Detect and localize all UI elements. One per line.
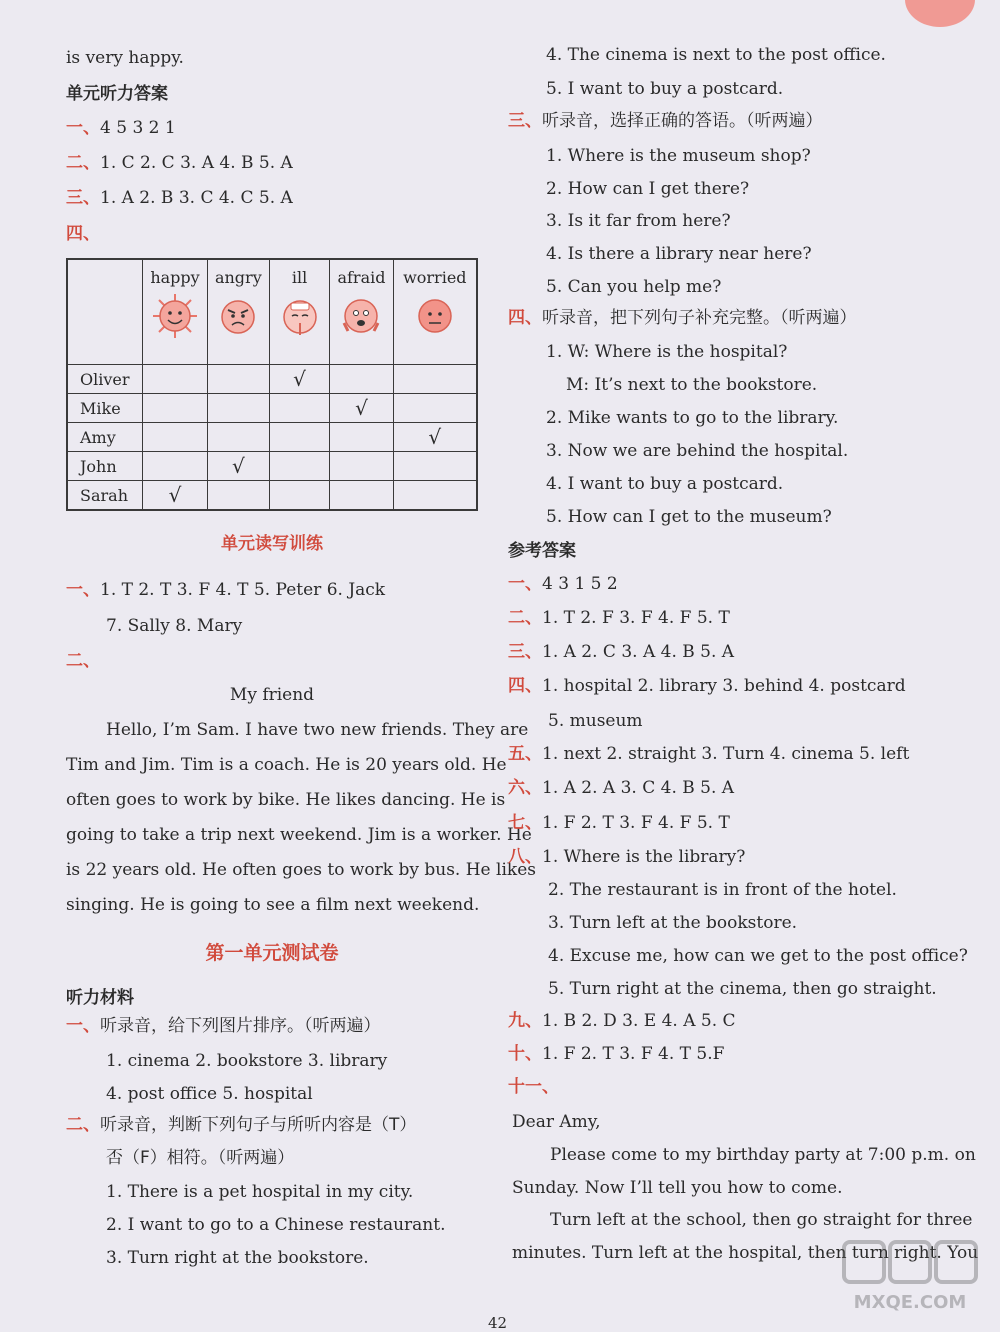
letter-line: Please come to my birthday party at 7:00 p.m. on [550, 1145, 976, 1165]
question-2: 二、听录音，判断下列句子与所听内容是（T） [66, 1115, 417, 1135]
answer-text: 1. T 2. F 3. F 4. F 5. T [542, 608, 730, 628]
letter-line: Turn left at the school, then go straight for three [550, 1210, 973, 1230]
page-number: 42 [488, 1314, 508, 1332]
right-item: 5. I want to buy a postcard. [546, 79, 784, 99]
table-row: Sarah √ [67, 481, 477, 511]
reading-answer-row-1: 一、1. T 2. T 3. F 4. T 5. Peter 6. Jack [66, 580, 386, 600]
ill-face-icon [277, 293, 323, 339]
answer-number: 二、 [508, 608, 542, 628]
answer-row-2: 二、1. C 2. C 3. A 4. B 5. A [66, 153, 293, 173]
table-row: Mike √ [67, 394, 477, 423]
reference-answer-row [548, 946, 968, 966]
header-happy: happy [143, 259, 208, 365]
question-2-item: 3. Turn right at the bookstore. [106, 1248, 369, 1268]
unit-test-title: 第一单元测试卷 [205, 942, 339, 964]
answer-row-3: 三、1. A 2. B 3. C 4. C 5. A [66, 188, 293, 208]
reference-answer-row [548, 913, 797, 933]
answer-number: 七、 [508, 813, 542, 833]
question-4: 四、听录音，把下列句子补充完整。（听两遍） [508, 308, 857, 328]
reference-answer-row [508, 847, 745, 867]
question-4-item: M: It’s next to the bookstore. [566, 375, 818, 395]
header-ill: ill [269, 259, 330, 365]
reference-answer-heading: 参考答案 [508, 541, 576, 561]
answer-text: 1. F 2. T 3. F 4. T 5.F [542, 1044, 725, 1064]
reference-answer-row [508, 676, 906, 696]
answer-text: 1. A 2. C 3. A 4. B 5. A [542, 642, 735, 662]
question-1-items-b: 4. post office 5. hospital [106, 1084, 313, 1104]
question-3-item: 4. Is there a library near here? [546, 244, 812, 264]
reference-answer-row [508, 778, 734, 798]
reference-answer-row [548, 880, 897, 900]
answer-number: 五、 [508, 744, 542, 764]
corner-decoration [905, 0, 975, 27]
question-2-item: 1. There is a pet hospital in my city. [106, 1182, 414, 1202]
answer-row-1: 一、4 5 3 2 1 [66, 118, 176, 138]
question-3-item: 1. Where is the museum shop? [546, 146, 811, 166]
essay-line: singing. He is going to see a film next weekend. [66, 895, 480, 915]
answer-text: 1. A 2. A 3. C 4. B 5. A [542, 778, 735, 798]
answer-number: 一、 [508, 574, 542, 594]
right-item: 4. The cinema is next to the post office. [546, 45, 886, 65]
reading-answer-row-2: 7. Sally 8. Mary [106, 616, 243, 636]
answer-number: 三、 [508, 642, 542, 662]
letter-line: minutes. Turn left at the hospital, then turn right. You [512, 1243, 979, 1263]
answer-text: 1. B 2. D 3. E 4. A 5. C [542, 1011, 736, 1031]
reading-section-title: 单元读写训练 [221, 534, 323, 554]
reference-answer-row [548, 711, 643, 731]
letter-line: Sunday. Now I’ll tell you how to come. [512, 1178, 843, 1198]
answer-text: 1. F 2. T 3. F 4. F 5. T [542, 813, 730, 833]
reference-answer-row [508, 642, 734, 662]
answer-number: 九、 [508, 1011, 542, 1031]
question-4-item: 1. W: Where is the hospital? [546, 342, 788, 362]
table-row: Oliver √ [67, 365, 477, 394]
answer-text: 3. Turn left at the bookstore. [548, 913, 798, 933]
essay-line: Tim and Jim. Tim is a coach. He is 20 years old. He [66, 755, 507, 775]
question-1: 一、听录音，给下列图片排序。（听两遍） [66, 1016, 381, 1036]
answer-text: 1. next 2. straight 3. Turn 4. cinema 5. left [542, 744, 910, 764]
watermark-logo [840, 1238, 980, 1316]
answer-number: 十、 [508, 1044, 542, 1064]
header-worried: worried [393, 259, 477, 365]
afraid-face-icon [338, 293, 384, 339]
feelings-table [66, 258, 478, 511]
answer-number: 四、 [508, 676, 542, 696]
answer-row-4: 四、 [66, 224, 100, 244]
question-3-item: 2. How can I get there? [546, 179, 750, 199]
happy-face-icon [152, 293, 198, 339]
question-2-item: 2. I want to go to a Chinese restaurant. [106, 1215, 446, 1235]
essay-line: is 22 years old. He often goes to work by bus. He likes [66, 860, 536, 880]
reading-answer-row-3: 二、 [66, 651, 100, 671]
reference-answer-row [508, 1044, 724, 1064]
question-2-cont: 否（F）相符。（听两遍） [106, 1148, 295, 1168]
reference-answer-row [508, 813, 730, 833]
answer-text: 5. museum [548, 711, 643, 731]
reference-answer-row [508, 1011, 736, 1031]
essay-line: going to take a trip next weekend. Jim is a worker. He [66, 825, 532, 845]
table-row: Amy √ [67, 423, 477, 452]
worried-face-icon [412, 293, 458, 339]
answer-text: 5. Turn right at the cinema, then go straight. [548, 979, 937, 999]
reference-answer-row [508, 574, 618, 594]
answer-number: 十一、 [508, 1077, 559, 1097]
left-line-1: is very happy. [66, 48, 184, 68]
header-angry: angry [208, 259, 270, 365]
header-afraid: afraid [330, 259, 393, 365]
question-1-items-a: 1. cinema 2. bookstore 3. library [106, 1051, 388, 1071]
reference-answer-row [508, 608, 730, 628]
listening-answer-heading: 单元听力答案 [66, 84, 168, 104]
table-corner [67, 259, 143, 365]
answer-text: 4. Excuse me, how can we get to the post office? [548, 946, 968, 966]
question-4-item: 3. Now we are behind the hospital. [546, 441, 849, 461]
reference-answer-row [508, 1077, 559, 1097]
essay-line: Hello, I’m Sam. I have two new friends. They are [106, 720, 529, 740]
answer-text: 1. hospital 2. library 3. behind 4. postcard [542, 676, 906, 696]
answer-text: 2. The restaurant is in front of the hotel. [548, 880, 897, 900]
question-3-item: 5. Can you help me? [546, 277, 722, 297]
essay-line: often goes to work by bike. He likes dancing. He is [66, 790, 506, 810]
reference-answer-row [508, 744, 909, 764]
answer-text: 1. Where is the library? [542, 847, 746, 867]
listening-material-heading: 听力材料 [66, 988, 134, 1008]
question-4-item: 5. How can I get to the museum? [546, 507, 832, 527]
question-4-item: 4. I want to buy a postcard. [546, 474, 784, 494]
letter-greeting: Dear Amy, [512, 1112, 601, 1132]
answer-text: 4 3 1 5 2 [542, 574, 618, 594]
answer-number: 八、 [508, 847, 542, 867]
table-row: John √ [67, 452, 477, 481]
angry-face-icon [215, 293, 261, 339]
question-3-item: 3. Is it far from here? [546, 211, 731, 231]
answer-number: 六、 [508, 778, 542, 798]
svg-text:MXQE.COM: MXQE.COM [853, 1292, 967, 1313]
essay-title: My friend [229, 685, 315, 705]
question-4-item: 2. Mike wants to go to the library. [546, 408, 839, 428]
reference-answer-row [548, 979, 937, 999]
question-3: 三、听录音，选择正确的答语。（听两遍） [508, 111, 823, 131]
